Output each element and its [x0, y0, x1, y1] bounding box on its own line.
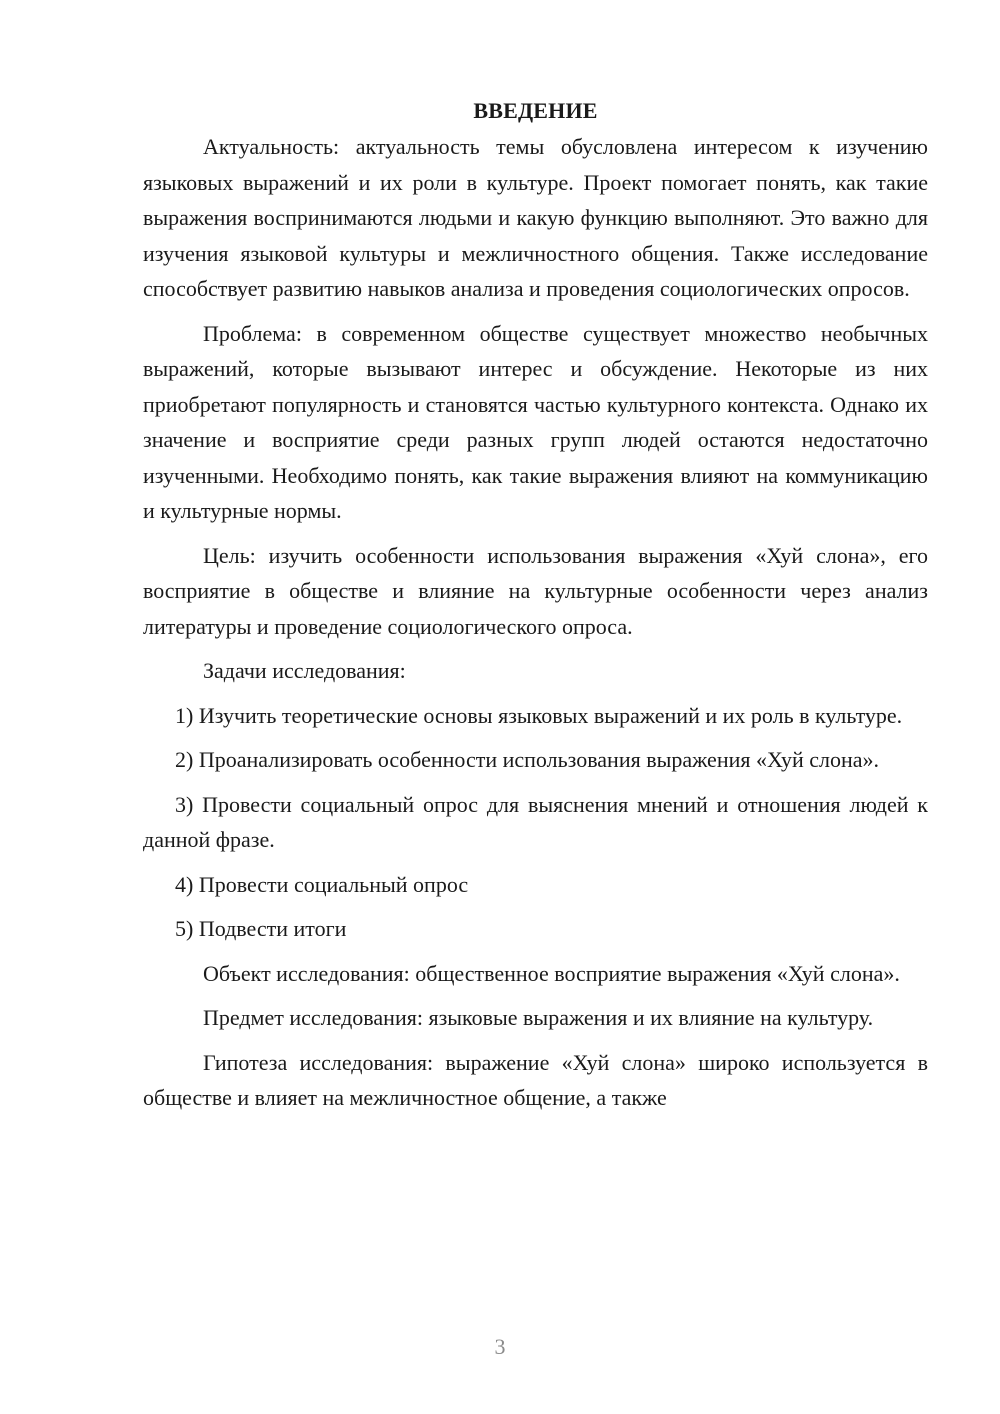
tasks-heading: Задачи исследования:: [203, 658, 406, 683]
paragraph-relevance: Актуальность: актуальность темы обусловлена интересом к изучению языковых выражений и их роли в культуре. Проект помогает понять, как такие выражения воспринимаются людьми и какую функцию выполняют. Это важно для изучения языковой культуры и межличностного общения. Также исследование способствует развитию навыков анализа и проведения социологических опросов.: [143, 134, 928, 301]
paragraph-hypothesis: Гипотеза исследования: выражение «Хуй слона» широко используется в обществе и влияет на межличностное общение, а также: [143, 1049, 928, 1110]
document-page: [143, 93, 928, 1116]
task-item-4: 4) Провести социальный опрос: [175, 871, 469, 897]
paragraph-goal: Цель: изучить особенности использования выражения «Хуй слона», его восприятие в обществе и влияние на культурные особенности через анализ литературы и проведение социологического опроса.: [143, 542, 928, 639]
task-item-3: 3) Провести социальный опрос для выяснения мнений и отношения людей к данной фразе.: [143, 791, 928, 852]
task-item-5: 5) Подвести итоги: [175, 916, 347, 941]
task-item-2: 2) Проанализировать особенности использования выражения «Хуй слона».: [175, 747, 879, 772]
paragraph-subject: Предмет исследования: языковые выражения и их влияние на культуру.: [203, 1005, 874, 1030]
section-title: ВВЕДЕНИЕ: [473, 98, 598, 123]
paragraph-object: Объект исследования: общественное восприятие выражения «Хуй слона».: [203, 960, 900, 986]
task-item-1: 1) Изучить теоретические основы языковых выражений и их роль в культуре.: [175, 702, 903, 728]
page-number: 3: [494, 1334, 506, 1359]
paragraph-problem: Проблема: в современном обществе существует множество необычных выражений, которые вызывают интерес и обсуждение. Некоторые из них приобретают популярность и становятся частью культурного контекста. Однако их значение и восприятие среди разных групп людей остаются недостаточно изученными. Необходимо понять, как такие выражения влияют на коммуникацию и культурные нормы.: [143, 320, 928, 523]
